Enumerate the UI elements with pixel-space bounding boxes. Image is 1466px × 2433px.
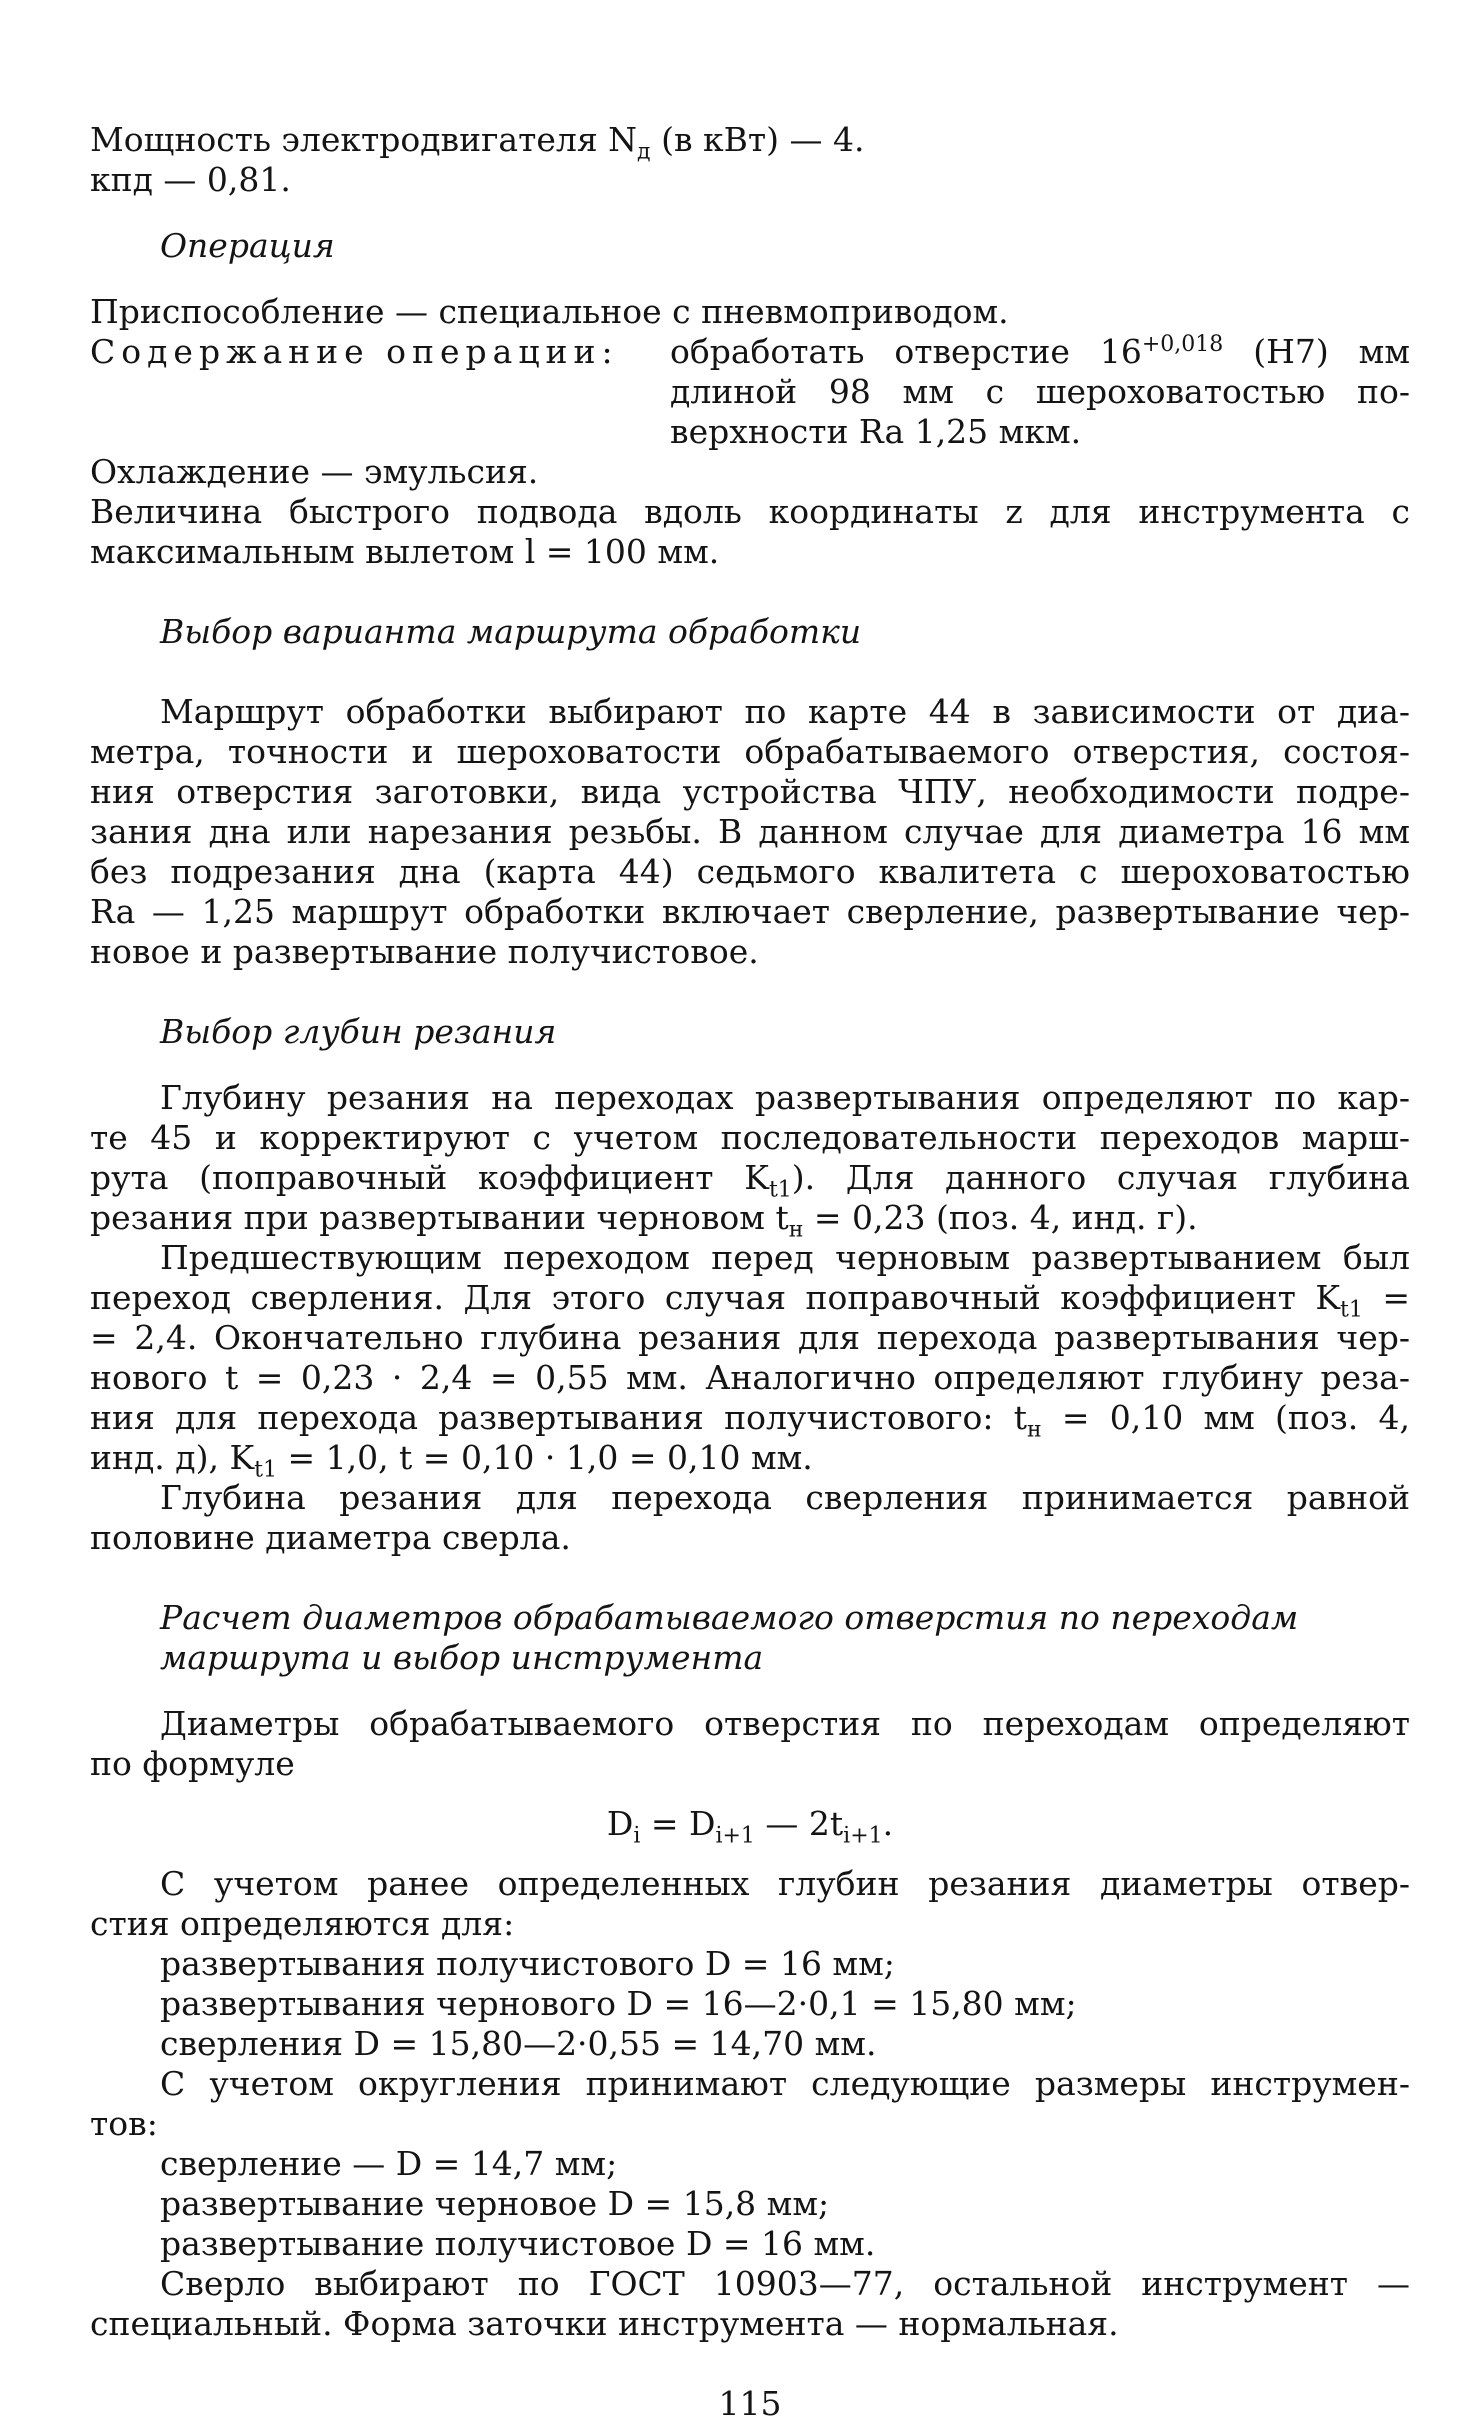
page-number: 115 [718, 2384, 782, 2423]
list-item: развертывания получистового D = 16 мм; [160, 1944, 895, 1983]
route-line: ния отверстия заготовки, вида устройства ЧПУ, необходимости подре- [90, 772, 1410, 811]
diameters-heading: Расчет диаметров обрабатываемого отверстия по переходам маршрута и выбор инструмента [160, 1598, 1299, 1677]
content-line-3: верхности Ra 1,25 мкм. [670, 412, 1082, 451]
approach-line-2: максимальным вылетом l = 100 мм. [90, 532, 720, 571]
list-item: развертывания чернового D = 16—2·0,1 = 15,80 мм; [160, 1984, 1077, 2023]
subscript: н [788, 1217, 804, 1243]
approach-line-1: Величина быстрого подвода вдоль координаты z для инструмента с [90, 492, 1410, 531]
route-line: Ra — 1,25 маршрут обработки включает сверление, развертывание чер- [90, 892, 1410, 931]
list-item: развертывание получистовое D = 16 мм. [160, 2224, 876, 2263]
list-item: сверления D = 15,80—2·0,55 = 14,70 мм. [160, 2024, 877, 2063]
content-line-2: длиной 98 мм с шероховатостью по- [670, 372, 1410, 411]
route-line: зания дна или нарезания резьбы. В данном случае для диаметра 16 мм [90, 812, 1410, 851]
route-line: без подрезания дна (карта 44) седьмого квалитета с шероховатостью [90, 852, 1410, 891]
fixture-line: Приспособление — специальное с пневмоприводом. [90, 292, 1009, 331]
efficiency-line: кпд — 0,81. [90, 160, 291, 199]
depth-heading: Выбор глубин резания [160, 1012, 557, 1051]
tolerance-superscript: +0,018 [1141, 332, 1224, 357]
list-item: развертывание черновое D = 15,8 мм; [160, 2184, 830, 2223]
cooling-line: Охлаждение — эмульсия. [90, 452, 539, 491]
diameters-paragraph-3: С учетом округления принимают следующие размеры инструмен- тов: сверление — D = 14,7 мм; развертывание черновое D = 15,8 мм; развертывание получистовое D = 16 мм. [90, 2064, 1410, 2263]
route-paragraph [90, 692, 1410, 972]
route-line: новое и развертывание получистовое. [90, 932, 759, 971]
subscript: t1 [768, 1177, 792, 1203]
depth-paragraph-3: Глубина резания для перехода сверления принимается равной половине диаметра сверла. [90, 1478, 1410, 1557]
route-heading: Выбор варианта маршрута обработки [160, 612, 862, 651]
route-line: Маршрут обработки выбирают по карте 44 в зависимости от диа- [160, 692, 1410, 731]
subscript: t1 [1340, 1297, 1363, 1323]
diameters-paragraph-2: С учетом ранее определенных глубин резания диаметры отвер- стия определяются для: развертывания получистового D = 16 мм; развертывания чернового D = 16—2·0,1 = 15,80 мм; сверления D = 15,80—2·0,55 = 14,70 мм. [90, 1864, 1410, 2063]
diameter-formula: $D_i = D_{i+1}$ — $2t_{i+1}$. [606, 1804, 894, 1849]
operation-content [90, 332, 1410, 452]
list-item: сверление — D = 14,7 мм; [160, 2144, 618, 2183]
subscript: н [1026, 1417, 1042, 1443]
book-page [90, 120, 1410, 2424]
diameters-paragraph-1: Диаметры обрабатываемого отверстия по переходам определяют по формуле [90, 1704, 1410, 1783]
depth-paragraph-1: Глубину резания на переходах развертывания определяют по кар- те 45 и корректируют с учетом последовательности переходов марш- рута (поправочный коэффициент $K_{t1}$). Для данного случая глубина резания при развертывании черновом $t_н = 0,23$ (поз. 4, инд. г). [90, 1078, 1410, 1243]
operation-content-body [670, 332, 1410, 452]
depth-paragraph-2: Предшествующим переходом перед черновым развертыванием был переход сверления. Для этого случая поправочный коэффициент $K_{t1}$ = = 2,4. Окончательно глубина резания для перехода развертывания чер- нового t = 0,23 · 2,4 = 0,55 мм. Аналогично определяют глубину реза- ния для перехода развертывания получистового: $t_н = 0,10$ мм (поз. 4, инд. д), $K_{t1} = 1,0$, t = 0,10 · 1,0 = 0,10 мм. [90, 1238, 1410, 1483]
route-line: метра, точности и шероховатости обрабатываемого отверстия, состоя- [90, 732, 1410, 771]
motor-power-line: Мощность электродвигателя $N_д$ (в кВт) — 4. [90, 120, 865, 165]
operation-heading: Операция [160, 226, 335, 265]
subscript: t1 [254, 1457, 277, 1483]
subscript: д [637, 139, 651, 165]
content-line-1: обработать отверстие $16^{+0,018}$ (H7) мм [670, 332, 1410, 371]
operation-content-label: Содержание операции: [90, 332, 619, 371]
diameters-paragraph-4: Сверло выбирают по ГОСТ 10903—77, остальной инструмент — специальный. Форма заточки инструмента — нормальная. [90, 2264, 1410, 2343]
